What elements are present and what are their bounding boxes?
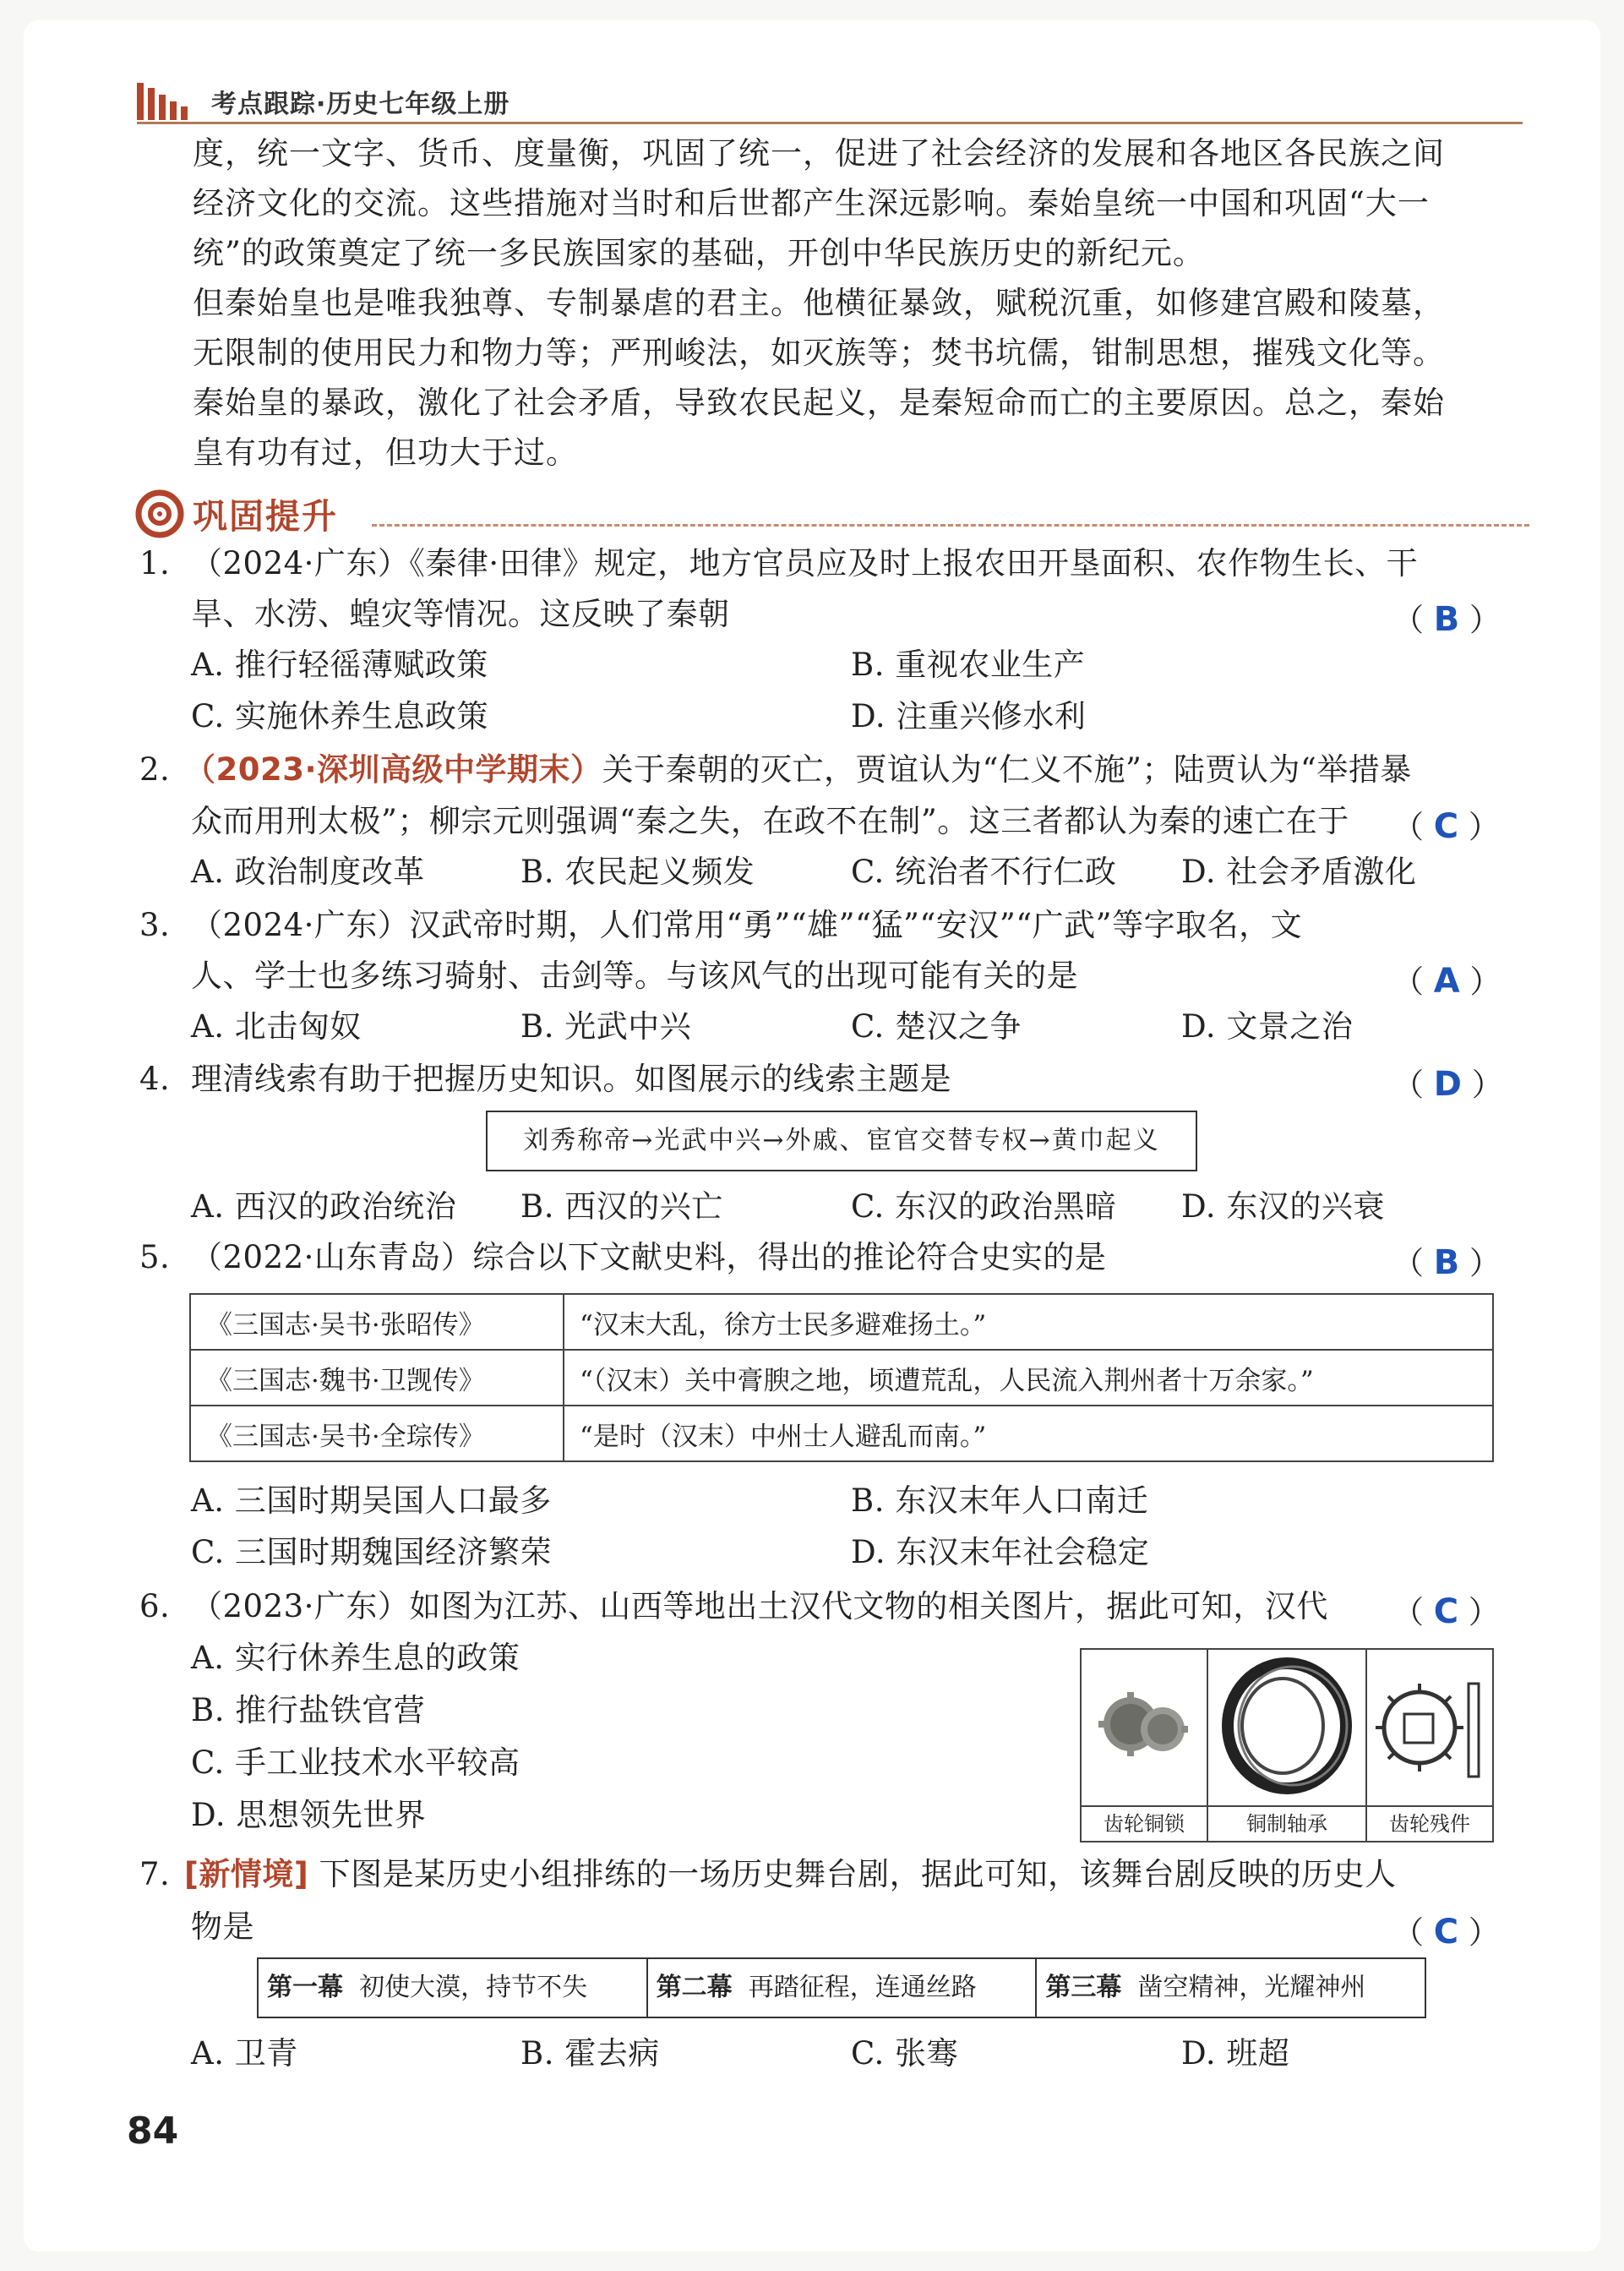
- question-number: 1.: [139, 545, 171, 581]
- question-text: 物是: [191, 1908, 254, 1945]
- intro-line: 秦始皇的暴政，激化了社会矛盾，导致农民起义，是秦短命而亡的主要原因。总之，秦始: [193, 385, 1445, 421]
- intro-line: 度，统一文字、货币、度量衡，巩固了统一，促进了社会经济的发展和各地区各民族之间: [193, 135, 1445, 172]
- answer: C: [1433, 1592, 1459, 1631]
- act-title: 第三幕: [1045, 1973, 1122, 2002]
- option: D. 文景之治: [1181, 1008, 1354, 1045]
- artifact-bearing: [1208, 1650, 1367, 1841]
- question-number: 5.: [139, 1239, 171, 1275]
- answer: D: [1433, 1065, 1462, 1104]
- option: B. 重视农业生产: [851, 647, 1086, 683]
- question-text: （2024·广东）《秦律·田律》规定，地方官员应及时上报农田开垦面积、农作物生长、干: [191, 545, 1419, 581]
- act-text: 初使大漠，持节不失: [359, 1973, 588, 2002]
- answer: A: [1433, 962, 1460, 1001]
- answer: C: [1433, 807, 1459, 846]
- figure-caption: 齿轮残件: [1367, 1805, 1492, 1841]
- act-cell: [1037, 1959, 1425, 2017]
- figure-caption: 铜制轴承: [1208, 1805, 1365, 1841]
- artifact-gear-lock: [1082, 1650, 1208, 1841]
- table-row: [190, 1406, 1493, 1461]
- option: C. 手工业技术水平较高: [191, 1744, 520, 1781]
- target-icon: [135, 489, 184, 538]
- intro-line: 统”的政策奠定了统一多民族国家的基础，开创中华民族历史的新纪元。: [193, 235, 1205, 271]
- artifact-gear-fragment: [1367, 1650, 1492, 1841]
- option: B. 农民起义频发: [520, 854, 755, 890]
- option: D. 社会矛盾激化: [1181, 854, 1417, 890]
- table-row: [190, 1350, 1493, 1406]
- answer: B: [1433, 1243, 1460, 1282]
- option: B. 光武中兴: [520, 1008, 692, 1045]
- answer-bracket: （ C ）: [1392, 1913, 1500, 1952]
- option: A. 三国时期吴国人口最多: [191, 1482, 552, 1519]
- option: A. 西汉的政治统治: [191, 1188, 457, 1225]
- option: D. 东汉末年社会稳定: [851, 1534, 1150, 1570]
- option: B. 推行盐铁官营: [191, 1692, 426, 1728]
- act-text: 凿空精神，光耀神州: [1137, 1973, 1366, 2002]
- table-cell-quote: “是时（汉末）中州士人避乱而南。”: [564, 1406, 1493, 1461]
- question-number: 3.: [139, 907, 171, 943]
- question-text-rest: 下图是某历史小组排练的一场历史舞台剧，据此可知，该舞台剧反映的历史人: [319, 1856, 1397, 1892]
- section-dashed-divider: [372, 524, 1529, 527]
- question-number: 6.: [139, 1588, 171, 1624]
- answer-bracket: （ B ）: [1392, 1243, 1501, 1282]
- question-text-rest: 关于秦朝的灭亡，贾谊认为“仁义不施”；陆贾认为“举措暴: [602, 751, 1412, 788]
- question-text: （2023·广东）如图为江苏、山西等地出土汉代文物的相关图片，据此可知，汉代: [191, 1588, 1328, 1624]
- table-cell-source: 《三国志·吴书·全琮传》: [190, 1406, 564, 1461]
- bearing-icon: [1208, 1650, 1365, 1805]
- option: A. 卫青: [191, 2035, 298, 2072]
- option: C. 张骞: [851, 2035, 959, 2072]
- answer: C: [1433, 1913, 1459, 1952]
- question-text: （2024·广东）汉武帝时期，人们常用“勇”“雄”“猛”“安汉”“广武”等字取名，文: [191, 907, 1303, 943]
- answer-bracket: （ C ）: [1392, 1592, 1500, 1631]
- option: D. 班超: [1181, 2035, 1290, 2072]
- table-cell-quote: “（汉末）关中膏腴之地，顷遭荒乱，人民流入荆州者十万余家。”: [564, 1350, 1493, 1406]
- intro-line: 经济文化的交流。这些措施对当时和后世都产生深远影响。秦始皇统一中国和巩固“大一: [193, 185, 1430, 221]
- header-divider: [137, 122, 1523, 124]
- header-title: 考点跟踪·历史七年级上册: [211, 90, 510, 119]
- intro-line: 无限制的使用民力和物力等；严刑峻法，如灭族等；焚书坑儒，钳制思想，摧残文化等。: [193, 335, 1445, 371]
- option: A. 实行休养生息的政策: [191, 1640, 520, 1676]
- act-text: 再踏征程，连通丝路: [748, 1973, 977, 2002]
- option: D. 东汉的兴衰: [1181, 1188, 1385, 1225]
- option: D. 注重兴修水利: [851, 698, 1087, 734]
- header-logo-bars-icon: [137, 83, 189, 120]
- option: A. 北击匈奴: [191, 1008, 362, 1045]
- question-text: 人、学士也多练习骑射、击剑等。与该风气的出现可能有关的是: [191, 958, 1078, 994]
- answer-bracket: （ A ）: [1392, 962, 1501, 1001]
- answer-bracket: （ C ）: [1392, 807, 1500, 846]
- page-number: 84: [127, 2110, 179, 2153]
- table-cell-quote: “汉末大乱，徐方士民多避难扬土。”: [564, 1294, 1493, 1350]
- table-cell-source: 《三国志·魏书·卫觊传》: [190, 1350, 564, 1406]
- option: D. 思想领先世界: [191, 1797, 427, 1833]
- acts-box: [257, 1957, 1426, 2018]
- intro-line: 皇有功有过，但功大于过。: [193, 434, 578, 471]
- question-text: 旱、水涝、蝗灾等情况。这反映了秦朝: [191, 596, 730, 632]
- question-text: [184, 1854, 1397, 1895]
- question-number: 4.: [139, 1061, 171, 1097]
- intro-line: 但秦始皇也是唯我独尊、专制暴虐的君主。他横征暴敛，赋税沉重，如修建宫殿和陵墓，: [193, 285, 1445, 321]
- question-text: 理清线索有助于把握历史知识。如图展示的线索主题是: [191, 1061, 951, 1097]
- act-title: 第一幕: [267, 1973, 343, 2002]
- act-cell: [648, 1959, 1038, 2017]
- question-text: [184, 750, 1412, 790]
- act-title: 第二幕: [656, 1973, 733, 2002]
- clue-box: 刘秀称帝→光武中兴→外戚、宦官交替专权→黄巾起义: [486, 1111, 1197, 1171]
- option: B. 西汉的兴亡: [520, 1188, 723, 1225]
- section-title: 巩固提升: [193, 496, 338, 537]
- question-text: （2022·山东青岛）综合以下文献史料，得出的推论符合史实的是: [191, 1239, 1107, 1275]
- option: C. 实施休养生息政策: [191, 698, 489, 734]
- act-cell: [259, 1959, 648, 2017]
- answer: B: [1433, 600, 1460, 639]
- answer-bracket: （ B ）: [1392, 600, 1501, 639]
- question-source: （2023·深圳高级中学期末）: [184, 751, 602, 788]
- option: C. 楚汉之争: [851, 1008, 1022, 1045]
- gear-lock-icon: [1082, 1650, 1207, 1805]
- question-number: 7.: [139, 1856, 171, 1892]
- table-row: [190, 1294, 1493, 1350]
- answer-bracket: （ D ）: [1392, 1065, 1503, 1104]
- source-table: [189, 1293, 1494, 1462]
- option: B. 霍去病: [520, 2035, 660, 2072]
- question-text: 众而用刑太极”；柳宗元则强调“秦之失，在政不在制”。这三者都认为秦的速亡在于: [191, 803, 1349, 839]
- option: A. 政治制度改革: [191, 854, 425, 890]
- option: C. 三国时期魏国经济繁荣: [191, 1534, 553, 1570]
- section-heading: [135, 489, 338, 538]
- option: B. 东汉末年人口南迁: [851, 1482, 1149, 1519]
- option: A. 推行轻徭薄赋政策: [191, 647, 488, 683]
- option: C. 统治者不行仁政: [851, 854, 1117, 890]
- gear-fragment-icon: [1367, 1650, 1492, 1805]
- option: C. 东汉的政治黑暗: [851, 1188, 1117, 1225]
- artifact-figure: [1080, 1648, 1494, 1842]
- question-number: 2.: [139, 751, 171, 788]
- table-cell-source: 《三国志·吴书·张昭传》: [190, 1294, 564, 1350]
- new-context-tag: [新情境]: [184, 1856, 309, 1892]
- figure-caption: 齿轮铜锁: [1082, 1805, 1207, 1841]
- intro-text: [193, 128, 1528, 478]
